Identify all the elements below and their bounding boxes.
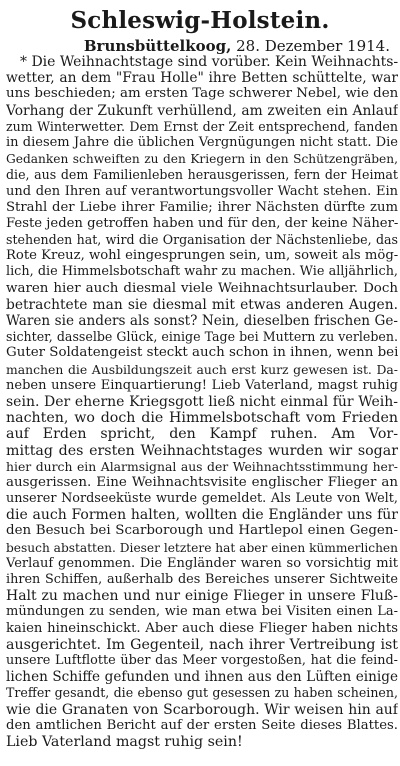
article-text-line: Guter Soldatengeist steckt auch schon in ihnen, wenn bei (6, 345, 398, 361)
article-text-line: lich, die Himmelsbotschaft wahr zu machen. Wie alljährlich, (6, 264, 398, 280)
article-text-line: waren hier auch diesmal viele Weihnachtsurlauber. Doch (6, 280, 398, 296)
article-text-line: betrachtete man sie diesmal mit etwas anderen Augen. (6, 296, 398, 313)
article-text-line: die auch Formen halten, wollten die Engländer uns für (6, 507, 398, 524)
article-dateline (0, 38, 390, 54)
article-text-line: kaien hineinschickt. Aber auch diese Flieger haben nichts (6, 620, 398, 636)
article-text-line: den amtlichen Bericht auf der ersten Seite dieses Blattes. (6, 717, 398, 733)
article-text-line: stehenden hat, wird die Organisation der Nächstenliebe, das (6, 232, 398, 248)
article-text-line: Rote Kreuz, wohl eingesprungen sein, um, soweit als mög- (6, 248, 398, 264)
article-text-line: Vorhang der Zukunft verhüllend, am zweiten ein Anlauf (6, 102, 398, 119)
article-text-line: hier durch ein Alarmsignal aus der Weihnachtsstimmung her- (6, 458, 398, 474)
article-text-line: Waren sie anders als sonst? Nein, dieselben frischen Ge- (6, 313, 398, 329)
article-text-line: Strahl der Liebe ihrer Familie; ihrer Nächsten dürfte zum (6, 199, 398, 215)
article-text-line: Feste jeden getroffen haben und für den, der keine Näher- (6, 215, 398, 231)
article-text-line: besuch abstatten. Dieser letztere hat aber einen kümmerlichen (6, 540, 398, 555)
article-text-line: sein. Der eherne Kriegsgott ließ nicht einmal für Weih- (6, 393, 398, 410)
article-text-line: uns beschieden; am ersten Tage schwerer Nebel, wie den (6, 86, 398, 102)
article-text-line: Gedanken schweiften zu den Kriegern in den Schützengräben, (6, 152, 398, 167)
article-text-line: ausgerissen. Eine Weihnachtsvisite englischer Flieger an (6, 474, 398, 490)
article-text-line: unsere Luftflotte über das Meer vorgestoßen, hat die feind- (6, 652, 398, 668)
article-text-line: und den Ihren auf verantwortungsvoller Wacht stehen. Ein (6, 183, 398, 199)
article-headline: Schleswig-Holstein. (70, 7, 330, 34)
article-text-line: in diesem Jahre die üblichen Vergnügungen nicht statt. Die (6, 134, 398, 150)
article-text-line: sichter, dasselbe Glück, einige Tage bei Muttern zu verleben. (6, 329, 398, 345)
article-text-line: * Die Weihnachtstage sind vorüber. Kein Weihnachts- (20, 54, 398, 70)
article-text-line: lichen Schiffe gefunden und ihnen aus den Lüften einige (6, 669, 398, 686)
article-text-line: Treffer gesandt, die ebenso gut gesessen zu haben scheinen, (6, 685, 398, 701)
article-text-line: wetter, an dem "Frau Holle" ihre Betten schüttelte, war (6, 70, 398, 87)
article-text-line: ihren Schiffen, außerhalb des Bereiches unserer Sichtweite (6, 572, 398, 587)
article-text-line: Halt zu machen und nur einige Flieger in unsere Fluß- (6, 588, 398, 605)
article-text-line: die, aus dem Familienleben herausgerissen, fern der Heimat (6, 167, 398, 183)
dateline-date: 28. Dezember 1914. (236, 37, 390, 55)
article-text-line: nachten, wo doch die Himmelsbotschaft vom Frieden (6, 410, 398, 427)
article-text-line: den Besuch bei Scarborough und Hartlepol einen Gegen- (6, 523, 398, 539)
article-text-line: mittag des ersten Weihnachtstages wurden wir sogar (6, 442, 398, 459)
article-text-line: auf Erden spricht, den Kampf ruhen. Am Vor- (6, 426, 398, 443)
dateline-place: Brunsbüttelkoog, (83, 37, 232, 55)
article-text-line: Lieb Vaterland magst ruhig sein! (6, 733, 243, 750)
article-text-line: mündungen zu senden, wie man etwa bei Visiten einen La- (6, 604, 398, 620)
article-text-line: unserer Nordseeküste wurde gemeldet. Als Leute von Welt, (6, 491, 398, 507)
article-text-line: Verlauf genommen. Die Engländer waren so vorsichtig mit (6, 555, 398, 571)
article-body (6, 54, 398, 750)
article-text-line: manchen die Ausbildungszeit auch erst kurz gewesen ist. Da- (6, 361, 398, 377)
article-text-line: wie die Granaten von Scarborough. Wir weisen hin auf (6, 701, 398, 718)
article-text-line: zum Winterwetter. Dem Ernst der Zeit entsprechend, fanden (6, 118, 398, 134)
article-text-line: neben unsere Einquartierung! Lieb Vaterland, magst ruhig (6, 377, 398, 393)
article-text-line: ausgerichtet. Im Gegenteil, nach ihrer Vertreibung ist (6, 636, 398, 653)
